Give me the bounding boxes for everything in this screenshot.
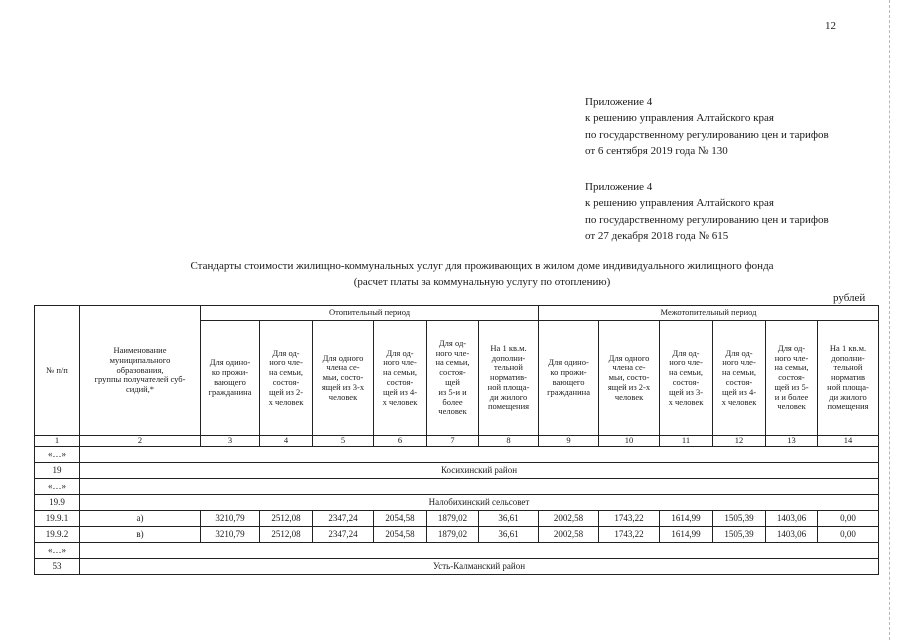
row-number: 19.9 <box>35 495 80 511</box>
row-number: «…» <box>35 447 80 463</box>
column-number: 3 <box>201 436 260 447</box>
row-name: Косихинский район <box>80 463 879 479</box>
column-number: 13 <box>766 436 818 447</box>
header-heating-col: Для од- ного чле- на семьи, состоя- щей из 5-и и более человек <box>427 321 479 436</box>
header-offheating-col: На 1 кв.м. дополни- тельной норматив ной площа- ди жилого помещения <box>818 321 879 436</box>
header-heating-col: Для од- ного чле- на семьи, состоя- щей из 2- х человек <box>260 321 313 436</box>
row-value: 2054,58 <box>374 511 427 527</box>
header-offheating-col: Для од- ного чле- на семьи, состоя- щей из 3- х человек <box>660 321 713 436</box>
document-title <box>120 259 844 290</box>
header-heating-col: Для одного члена се- мьи, состо- ящей из 3-х человек <box>313 321 374 436</box>
column-number: 11 <box>660 436 713 447</box>
column-number: 12 <box>713 436 766 447</box>
column-number: 10 <box>599 436 660 447</box>
row-name: в) <box>80 527 201 543</box>
row-value: 1614,99 <box>660 527 713 543</box>
approval-block-1 <box>585 94 829 159</box>
header-heating-period: Отопительный период <box>201 306 539 321</box>
row-value: 36,61 <box>479 511 539 527</box>
title-line: Стандарты стоимости жилищно-коммунальных услуг для проживающих в жилом доме индивидуального жилищного фонда <box>190 260 774 272</box>
header-heating-col: Для одино- ко прожи- вающего гражданина <box>201 321 260 436</box>
row-value: 2054,58 <box>374 527 427 543</box>
row-name: Усть-Калманский район <box>80 559 879 575</box>
row-value: 2512,08 <box>260 527 313 543</box>
row-number: 19 <box>35 463 80 479</box>
approval-block-2 <box>585 179 829 244</box>
row-value: 0,00 <box>818 511 879 527</box>
table-row <box>35 559 879 575</box>
table-row <box>35 495 879 511</box>
row-value: 2512,08 <box>260 511 313 527</box>
row-number: 53 <box>35 559 80 575</box>
column-number: 6 <box>374 436 427 447</box>
approval-line: Приложение 4 <box>585 96 653 108</box>
row-value: 2347,24 <box>313 511 374 527</box>
row-value: 2002,58 <box>539 511 599 527</box>
approval-line: к решению управления Алтайского края <box>585 197 774 210</box>
row-value: 2347,24 <box>313 527 374 543</box>
row-value: 1403,06 <box>766 527 818 543</box>
header-offheating-col: Для одино- ко прожи- вающего гражданина <box>539 321 599 436</box>
approval-line: от 6 сентября 2019 года № 130 <box>585 144 728 157</box>
row-value: 1505,39 <box>713 511 766 527</box>
approval-line: от 27 декабря 2018 года № 615 <box>585 229 729 242</box>
table-row <box>35 447 879 463</box>
title-subline: (расчет платы за коммунальную услугу по отоплению) <box>353 275 611 288</box>
row-value: 2002,58 <box>539 527 599 543</box>
column-number: 7 <box>427 436 479 447</box>
row-name: Налобихинский сельсовет <box>80 495 879 511</box>
page-edge <box>888 0 890 640</box>
table-row <box>35 463 879 479</box>
header-offheating-col: Для од- ного чле- на семьи, состоя- щей из 4- х человек <box>713 321 766 436</box>
tariff-table <box>34 305 879 575</box>
row-name <box>80 543 879 559</box>
row-name <box>80 479 879 495</box>
row-value: 3210,79 <box>201 527 260 543</box>
column-number: 9 <box>539 436 599 447</box>
header-offheating-col: Для од- ного чле- на семьи, состоя- щей из 5- и и более человек <box>766 321 818 436</box>
approval-line: по государственному регулированию цен и тарифов <box>585 128 829 141</box>
row-number: «…» <box>35 479 80 495</box>
header-heating-col: На 1 кв.м. дополни- тельной норматив- ной площа- ди жилого помещения <box>479 321 539 436</box>
table-row <box>35 543 879 559</box>
row-value: 1743,22 <box>599 511 660 527</box>
row-value: 36,61 <box>479 527 539 543</box>
row-value: 1505,39 <box>713 527 766 543</box>
row-number: 19.9.1 <box>35 511 80 527</box>
row-name <box>80 447 879 463</box>
header-heating-col: Для од- ного чле- на семьи, состоя- щей из 4- х человек <box>374 321 427 436</box>
column-number: 5 <box>313 436 374 447</box>
column-number: 8 <box>479 436 539 447</box>
approval-line: по государственному регулированию цен и тарифов <box>585 213 829 226</box>
page-number: 12 <box>825 20 836 32</box>
table-row <box>35 511 879 527</box>
approval-line: Приложение 4 <box>585 181 653 193</box>
row-value: 1879,02 <box>427 527 479 543</box>
header-no: № п/п <box>35 306 80 436</box>
column-number: 4 <box>260 436 313 447</box>
row-value: 1879,02 <box>427 511 479 527</box>
currency-unit: рублей <box>833 292 866 304</box>
row-number: «…» <box>35 543 80 559</box>
column-number: 2 <box>80 436 201 447</box>
row-value: 1743,22 <box>599 527 660 543</box>
header-offheating-col: Для одного члена се- мьи, состо- ящей из 2-х человек <box>599 321 660 436</box>
column-number: 1 <box>35 436 80 447</box>
row-name: а) <box>80 511 201 527</box>
column-number: 14 <box>818 436 879 447</box>
table-row <box>35 527 879 543</box>
header-offheating-period: Межотопительный период <box>539 306 879 321</box>
row-value: 0,00 <box>818 527 879 543</box>
row-value: 3210,79 <box>201 511 260 527</box>
approval-line: к решению управления Алтайского края <box>585 112 774 125</box>
header-name: Наименование муниципального образования, группы получателей суб- сидий,* <box>80 306 201 436</box>
row-value: 1614,99 <box>660 511 713 527</box>
row-value: 1403,06 <box>766 511 818 527</box>
table-row <box>35 479 879 495</box>
row-number: 19.9.2 <box>35 527 80 543</box>
